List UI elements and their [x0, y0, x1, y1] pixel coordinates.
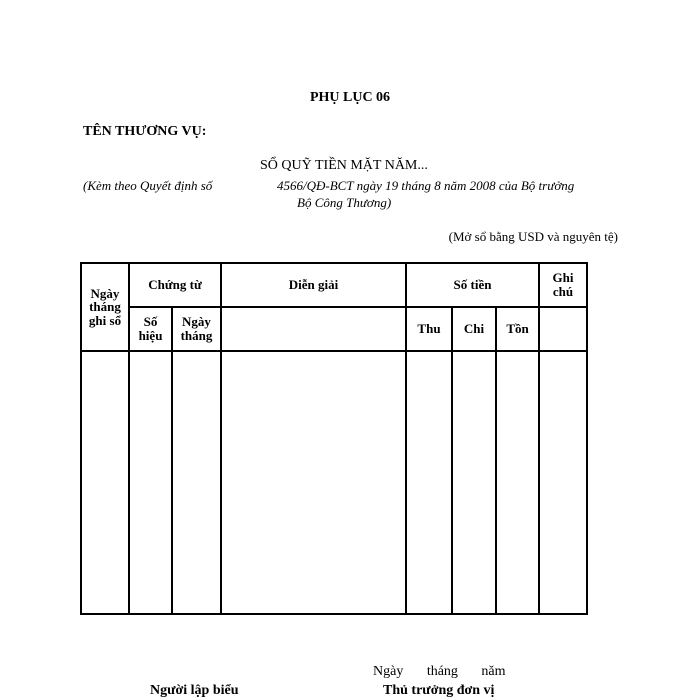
col-header-voucher-date-line2: tháng — [180, 328, 213, 343]
table-cell — [496, 351, 539, 614]
table-cell — [406, 351, 452, 614]
col-header-note-line1: Ghi — [552, 270, 574, 286]
col-header-voucher: Chứng từ — [129, 263, 221, 307]
table-cell — [221, 351, 406, 614]
table-cell — [539, 351, 587, 614]
signature-date-line: Ngày tháng năm — [373, 664, 506, 679]
col-header-amount: Số tiền — [406, 263, 539, 307]
col-header-record-date-line2: tháng — [89, 299, 121, 315]
preparer-signature-label: Người lập biểu — [150, 683, 239, 698]
table-cell — [172, 351, 221, 614]
col-header-receipt: Thu — [406, 307, 452, 351]
col-header-voucher-number-line1: Số — [143, 314, 158, 330]
table-cell — [81, 351, 129, 614]
decision-reference-part2: 4566/QĐ-BCT ngày 19 tháng 8 năm 2008 của Bộ trưởng — [277, 178, 575, 193]
col-header-voucher-date-line1: Ngày — [182, 314, 211, 330]
col-header-voucher-number — [129, 307, 172, 351]
appendix-title: PHỤ LỤC 06 — [309, 90, 391, 105]
book-title: SỔ QUỸ TIỀN MẶT NĂM... — [260, 158, 428, 173]
col-header-record-date — [81, 263, 129, 351]
col-header-record-date-line3: ghi sổ — [88, 312, 122, 328]
office-name-label: TÊN THƯƠNG VỤ: — [83, 124, 207, 139]
col-header-note-sub — [539, 307, 587, 351]
col-header-description-sub — [221, 307, 406, 351]
currency-note: (Mở sổ bằng USD và nguyên tệ) — [448, 229, 618, 244]
col-header-voucher-number-line2: hiệu — [138, 328, 163, 343]
col-header-balance: Tồn — [496, 307, 539, 351]
col-header-note — [539, 263, 587, 307]
cash-ledger-table — [80, 262, 588, 615]
col-header-description: Diễn giải — [221, 263, 406, 307]
table-row — [81, 351, 587, 614]
table-cell — [129, 351, 172, 614]
table-cell — [452, 351, 496, 614]
col-header-record-date-line1: Ngày — [90, 285, 120, 301]
col-header-voucher-date — [172, 307, 221, 351]
unit-head-signature-label: Thủ trưởng đơn vị — [383, 683, 495, 698]
col-header-payment: Chi — [452, 307, 496, 351]
decision-reference-part1: (Kèm theo Quyết định số — [83, 178, 213, 193]
decision-reference-line2: Bộ Công Thương) — [297, 195, 392, 210]
col-header-note-line2: chú — [552, 284, 574, 299]
